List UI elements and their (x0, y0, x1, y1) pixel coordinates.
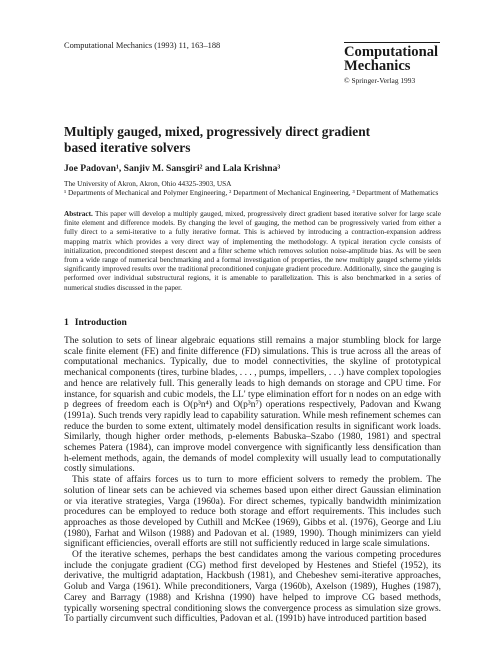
abstract-text: This paper will develop a multiply gauged, mixed, progressively direct gradient based iterative solver for large scale finite element and difference models. By changing the level of gauging, the method can be progressively varied from either a fully direct to a semi-iterative to a fully iterative format. This is achieved by introducing a contraction-expansion address mapping matrix which provides a very direct way of implementing the methodology. A typical iteration cycle consists of initialization, preconditioned steepest descent and a filter scheme which removes solution noise-amplitude bias. As will be seen from a wide range of numerical benchmarking and a formal investigation of properties, the new multiply gauged scheme yields significantly improved results over the traditional preconditioned conjugate gradient procedure. Additionally, since the gauging is performed over individual substructural regions, it is amenable to parallelization. This is also benchmarked in a series of numerical studies discussed in the paper. (64, 210, 441, 292)
paragraph: The solution to sets of linear algebraic equations still remains a major stumbling block for large scale finite element (FE) and finite difference (FD) simulations. This is true across all the areas of computational mechanics. Typically, due to model connectivities, the skyline of prototypical mechanical components (tires, turbine blades, . . . , pumps, impellers, . . .) have complex topologies and hence are relatively full. This generally leads to high demands on storage and CPU time. For instance, for squarish and cubic models, the LL' type elimination effort for n nodes on an edge with p degrees of freedom each is O(p³n⁴) and O(p³n⁷) operations respectively, Padovan and Kwang (1991a). Such trends very rapidly lead to capability saturation. While mesh refinement schemes can reduce the burden to some extent, ultimately model densification results in significant work loads. Similarly, though higher order methods, p-elements Babuska–Szabo (1980, 1981) and spectral schemes Patera (1984), can improve model convergence with significantly less densification than h-element methods, again, the demands of model complexity will usually lead to computationally costly simulations. (64, 336, 441, 475)
journal-name: Computational Mechanics (344, 44, 439, 74)
paragraph: This state of affairs forces us to turn to more efficient solvers to remedy the problem. The solution of linear sets can be achieved via schemes based upon either direct Gaussian elimination or via iterative strategies, Varga (1960a). For direct schemes, typically bandwidth minimization procedures can be employed to reduce both storage and effort requirements. This includes such approaches as those developed by Cuthill and McKee (1969), Gibbs et al. (1976), George and Liu (1980), Farhat and Wilson (1988) and Padovan et al. (1989, 1990). Though minimizers can yield significant efficiencies, overall efforts are still not sufficiently reduced in large scale simulations. (64, 475, 441, 550)
abstract-label: Abstract. (64, 210, 93, 218)
author-list: Joe Padovan¹, Sanjiv M. Sansgiri² and Lala Krishna³ (64, 163, 281, 174)
section-heading (64, 317, 133, 328)
section-title: Introduction (74, 317, 127, 328)
affiliations (64, 179, 449, 197)
section-number: 1 (64, 317, 69, 328)
journal-brand (344, 42, 454, 85)
affiliation-address: The University of Akron, Akron, Ohio 44325-3903, USA (64, 179, 232, 188)
brand-rule (344, 42, 440, 43)
abstract (64, 210, 441, 293)
affiliation-departments: ¹ Departments of Mechanical and Polymer Engineering, ² Department of Mechanical Engineering, ³ Department of Mathematics (64, 188, 439, 197)
section-body (64, 336, 441, 625)
copyright-notice: © Springer-Verlag 1993 (344, 76, 416, 85)
paper-title: Multiply gauged, mixed, progressively direct gradient based iterative solvers (64, 124, 371, 155)
paragraph: Of the iterative schemes, perhaps the best candidates among the various competing procedures include the conjugate gradient (CG) method first developed by Hestenes and Stiefel (1952), its derivative, the multigrid adaptation, Hackbush (1981), and Chebeshev semi-iterative approaches, Golub and Varga (1961). While preconditioners, Varga (1960b), Axelson (1989), Hughes (1987), Carey and Barragy (1988) and Krishna (1990) have helped to improve CG based methods, typically worsening spectral conditioning slows the convergence process as simulation size grows. To partially circumvent such difficulties, Padovan et al. (1991b) have introduced partition based (64, 550, 441, 625)
journal-citation: Computational Mechanics (1993) 11, 163–188 (64, 41, 221, 50)
